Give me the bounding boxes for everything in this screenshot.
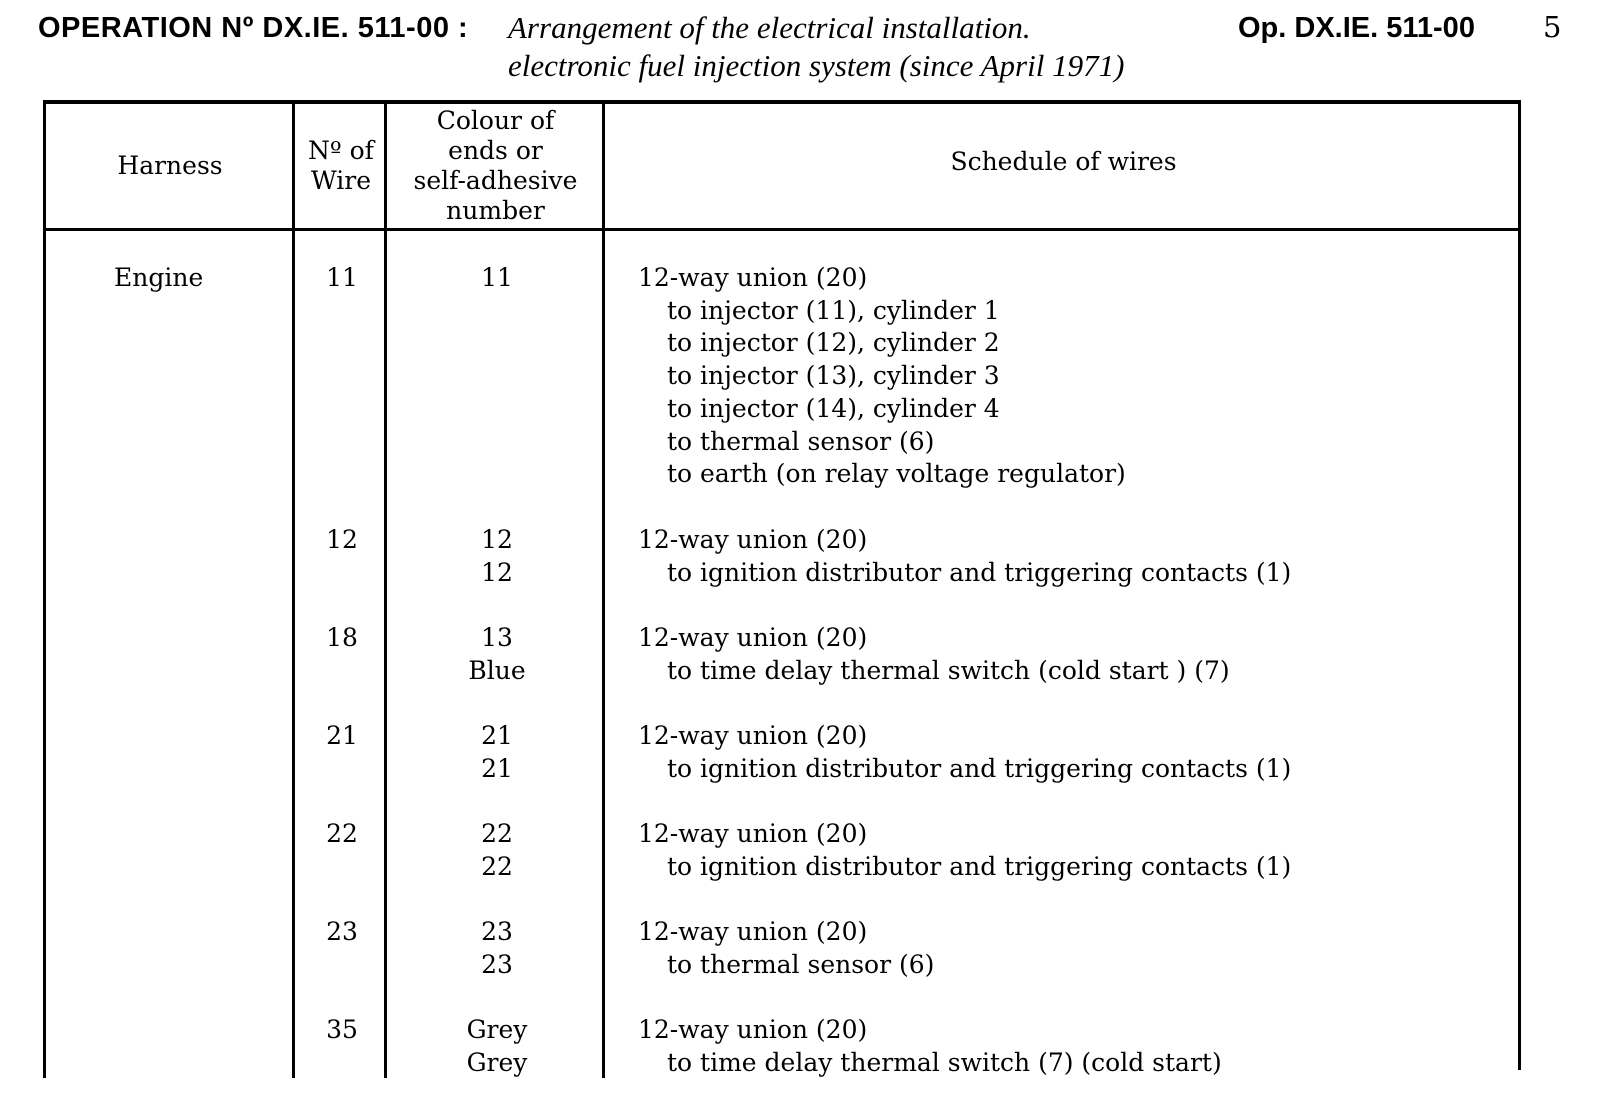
operation-title: Arrangement of the electrical installation.: [508, 10, 1031, 45]
operation-number: OPERATION Nº DX.IE. 511-00 :: [38, 12, 469, 44]
column-header-wire-number: Nº of Wire: [308, 136, 374, 195]
wire-number: 18: [326, 623, 358, 652]
wire-number: 23: [326, 917, 358, 946]
wire-colour: 11: [481, 263, 513, 292]
wire-schedule: 12-way union (20) to ignition distributor and triggering contacts (1): [638, 721, 1292, 783]
harness-name: Engine: [114, 263, 204, 292]
wire-schedule: 12-way union (20) to thermal sensor (6): [638, 917, 935, 979]
wire-colour: Grey Grey: [466, 1015, 528, 1077]
operation-subtitle: electronic fuel injection system (since April 1971): [508, 48, 1125, 83]
wire-number: 12: [326, 525, 358, 554]
page-number: 5: [1543, 10, 1562, 44]
wire-schedule: 12-way union (20) to time delay thermal switch (7) (cold start): [638, 1015, 1222, 1077]
page-header: [38, 8, 1568, 50]
column-header-harness: Harness: [117, 151, 223, 180]
wire-colour: 22 22: [481, 819, 513, 881]
wire-schedule: 12-way union (20) to ignition distributor and triggering contacts (1): [638, 525, 1292, 587]
wire-schedule: 12-way union (20) to time delay thermal switch (cold start ) (7): [638, 623, 1230, 685]
operation-reference: Op. DX.IE. 511-00: [1238, 12, 1475, 44]
wire-number: 21: [326, 721, 358, 750]
table-border-left: [43, 100, 46, 1078]
column-header-schedule: Schedule of wires: [950, 147, 1177, 176]
wire-number: 22: [326, 819, 358, 848]
column-header-colour: Colour of ends or self-adhesive number: [413, 106, 578, 225]
wire-colour: 12 12: [481, 525, 513, 587]
wire-schedule: 12-way union (20) to injector (11), cylinder 1 to injector (12), cylinder 2 to injector (13), cylinder 3 to injector (14), cylinder 4 to thermal sensor (6) to earth (on relay voltage regulator): [638, 263, 1126, 489]
wire-number: 11: [326, 263, 358, 292]
wire-colour: 21 21: [481, 721, 513, 783]
wire-schedule: 12-way union (20) to ignition distributor and triggering contacts (1): [638, 819, 1292, 881]
table-border-right: [1518, 100, 1521, 1070]
wire-colour: 23 23: [481, 917, 513, 979]
column-divider-harness: [292, 100, 295, 1078]
header-separator: [43, 228, 1521, 231]
wire-number: 35: [326, 1015, 358, 1044]
wire-colour: 13 Blue: [468, 623, 526, 685]
